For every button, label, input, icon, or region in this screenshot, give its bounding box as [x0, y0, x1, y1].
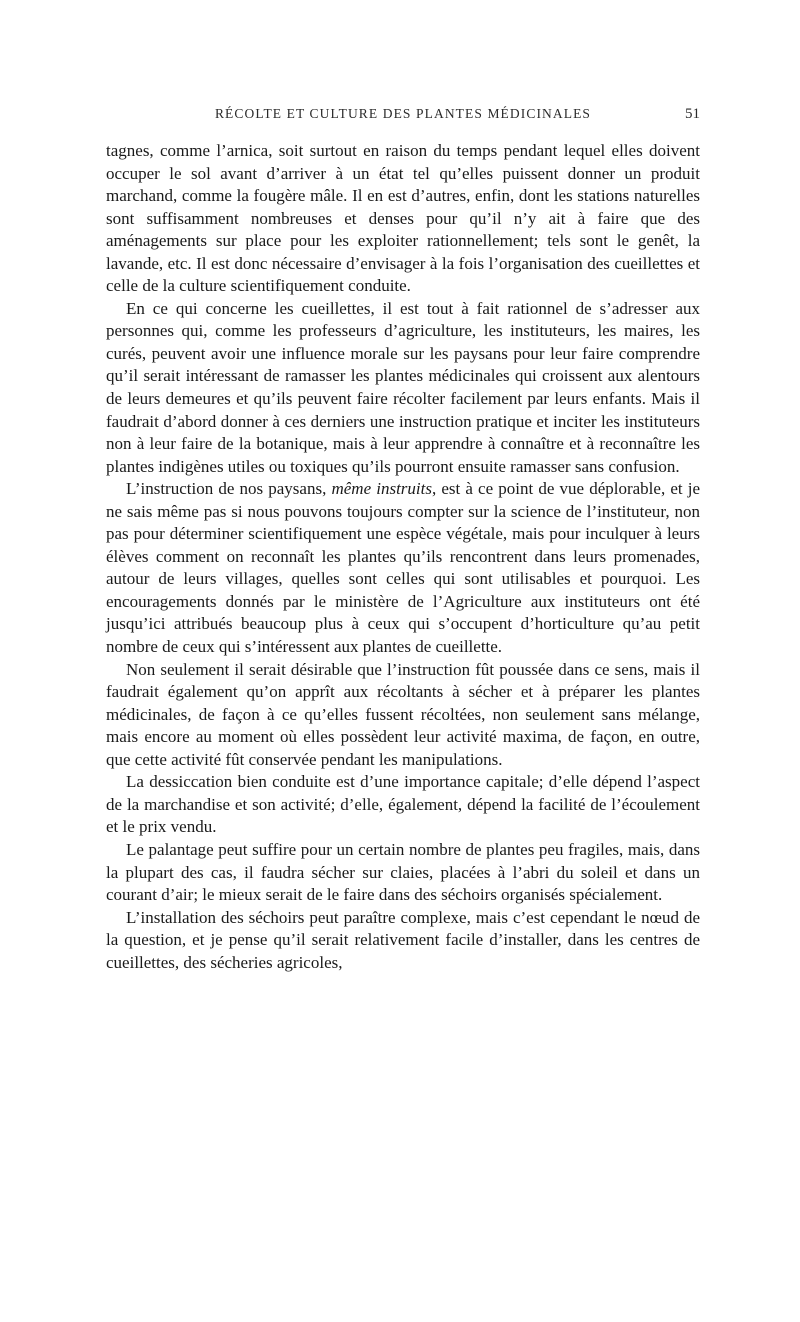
paragraph-6: Le palantage peut suffire pour un certain nombre de plantes peu fragiles, mais, dans la plupart des cas, il faudra sécher sur claies, placées à l’abri du soleil et dans un courant d’air; le mieux serait de le faire dans des séchoirs organisés spécialement. — [106, 839, 700, 905]
paragraph-3-after: , est à ce point de vue déplorable, et je ne sais même pas si nous pouvons toujours compter sur la science de l’instituteur, non pas pour déterminer scientifiquement une espèce végétale, mais pour inculquer à leurs élèves comment on reconnaît les plantes qu’ils rencontrent dans leurs promenades, autour de leurs villages, quelles sont celles qui sont utilisables et pourquoi. Les encouragements donnés par le ministère de l’Agriculture aux instituteurs ont été jusqu’ici attribués beaucoup plus à ceux qui s’occupent d’horticulture qu’au petit nombre de ceux qui s’intéressent aux plantes de cueillette. — [106, 479, 700, 657]
paragraph-3 — [106, 478, 700, 658]
paragraph-7: L’installation des séchoirs peut paraître complexe, mais c’est cependant le nœud de la question, et je pense qu’il serait relativement facile d’installer, dans les centres de cueillettes, des sécheries agricoles, — [106, 907, 700, 972]
body-text — [106, 140, 700, 974]
paragraph-1: tagnes, comme l’arnica, soit surtout en raison du temps pendant lequel elles doivent occuper le sol avant d’arriver à un état tel qu’elles puissent donner un produit marchand, comme la fougère mâle. Il en est d’autres, enfin, dont les stations naturelles sont suffisamment nombreuses et denses pour qu’il n’y ait à faire que des aménagements sur place pour les exploiter rationnellement; tels sont le genêt, la lavande, etc. Il est donc nécessaire d’envisager à la fois l’organisation des cueillettes et celle de la culture scientifiquement conduite. — [106, 141, 700, 296]
paragraph-5: La dessiccation bien conduite est d’une importance capitale; d’elle dépend l’aspect de la marchandise et son activité; d’elle, également, dépend la facilité de l’écoulement et le prix vendu. — [106, 772, 700, 837]
paragraph-2: En ce qui concerne les cueillettes, il est tout à fait rationnel de s’adresser aux personnes qui, comme les professeurs d’agriculture, les instituteurs, les maires, les curés, peuvent avoir une influence morale sur les paysans pour leur faire comprendre qu’il serait intéressant de ramasser les plantes médicinales qui croissent aux alentours de leurs demeures et qu’ils peuvent faire récolter facilement par leurs enfants. Mais il faudrait d’abord donner à ces derniers une instruction pratique et inciter les instituteurs non à leur faire de la botanique, mais à leur apprendre à connaître et à reconnaître les plantes indigènes utiles ou toxiques qu’ils pourront ensuite ramasser sans confusion. — [106, 298, 700, 476]
paragraph-3-italic: même instruits — [331, 479, 432, 499]
running-title: RÉCOLTE ET CULTURE DES PLANTES MÉDICINALES — [214, 106, 592, 121]
paragraph-3-before: L’instruction de nos paysans, — [126, 479, 332, 499]
paragraph-4: Non seulement il serait désirable que l’instruction fût poussée dans ce sens, mais il faudrait également qu’on apprît aux récoltants à sécher et à préparer les plantes médicinales, de façon à ce qu’elles fussent récoltées, non seulement sans mélange, mais encore au moment où elles possèdent leur activité maxima, de façon, en outre, que cette activité fût conservée pendant les manipulations. — [106, 659, 700, 769]
running-head — [106, 106, 700, 126]
page-number: 51 — [685, 106, 700, 122]
